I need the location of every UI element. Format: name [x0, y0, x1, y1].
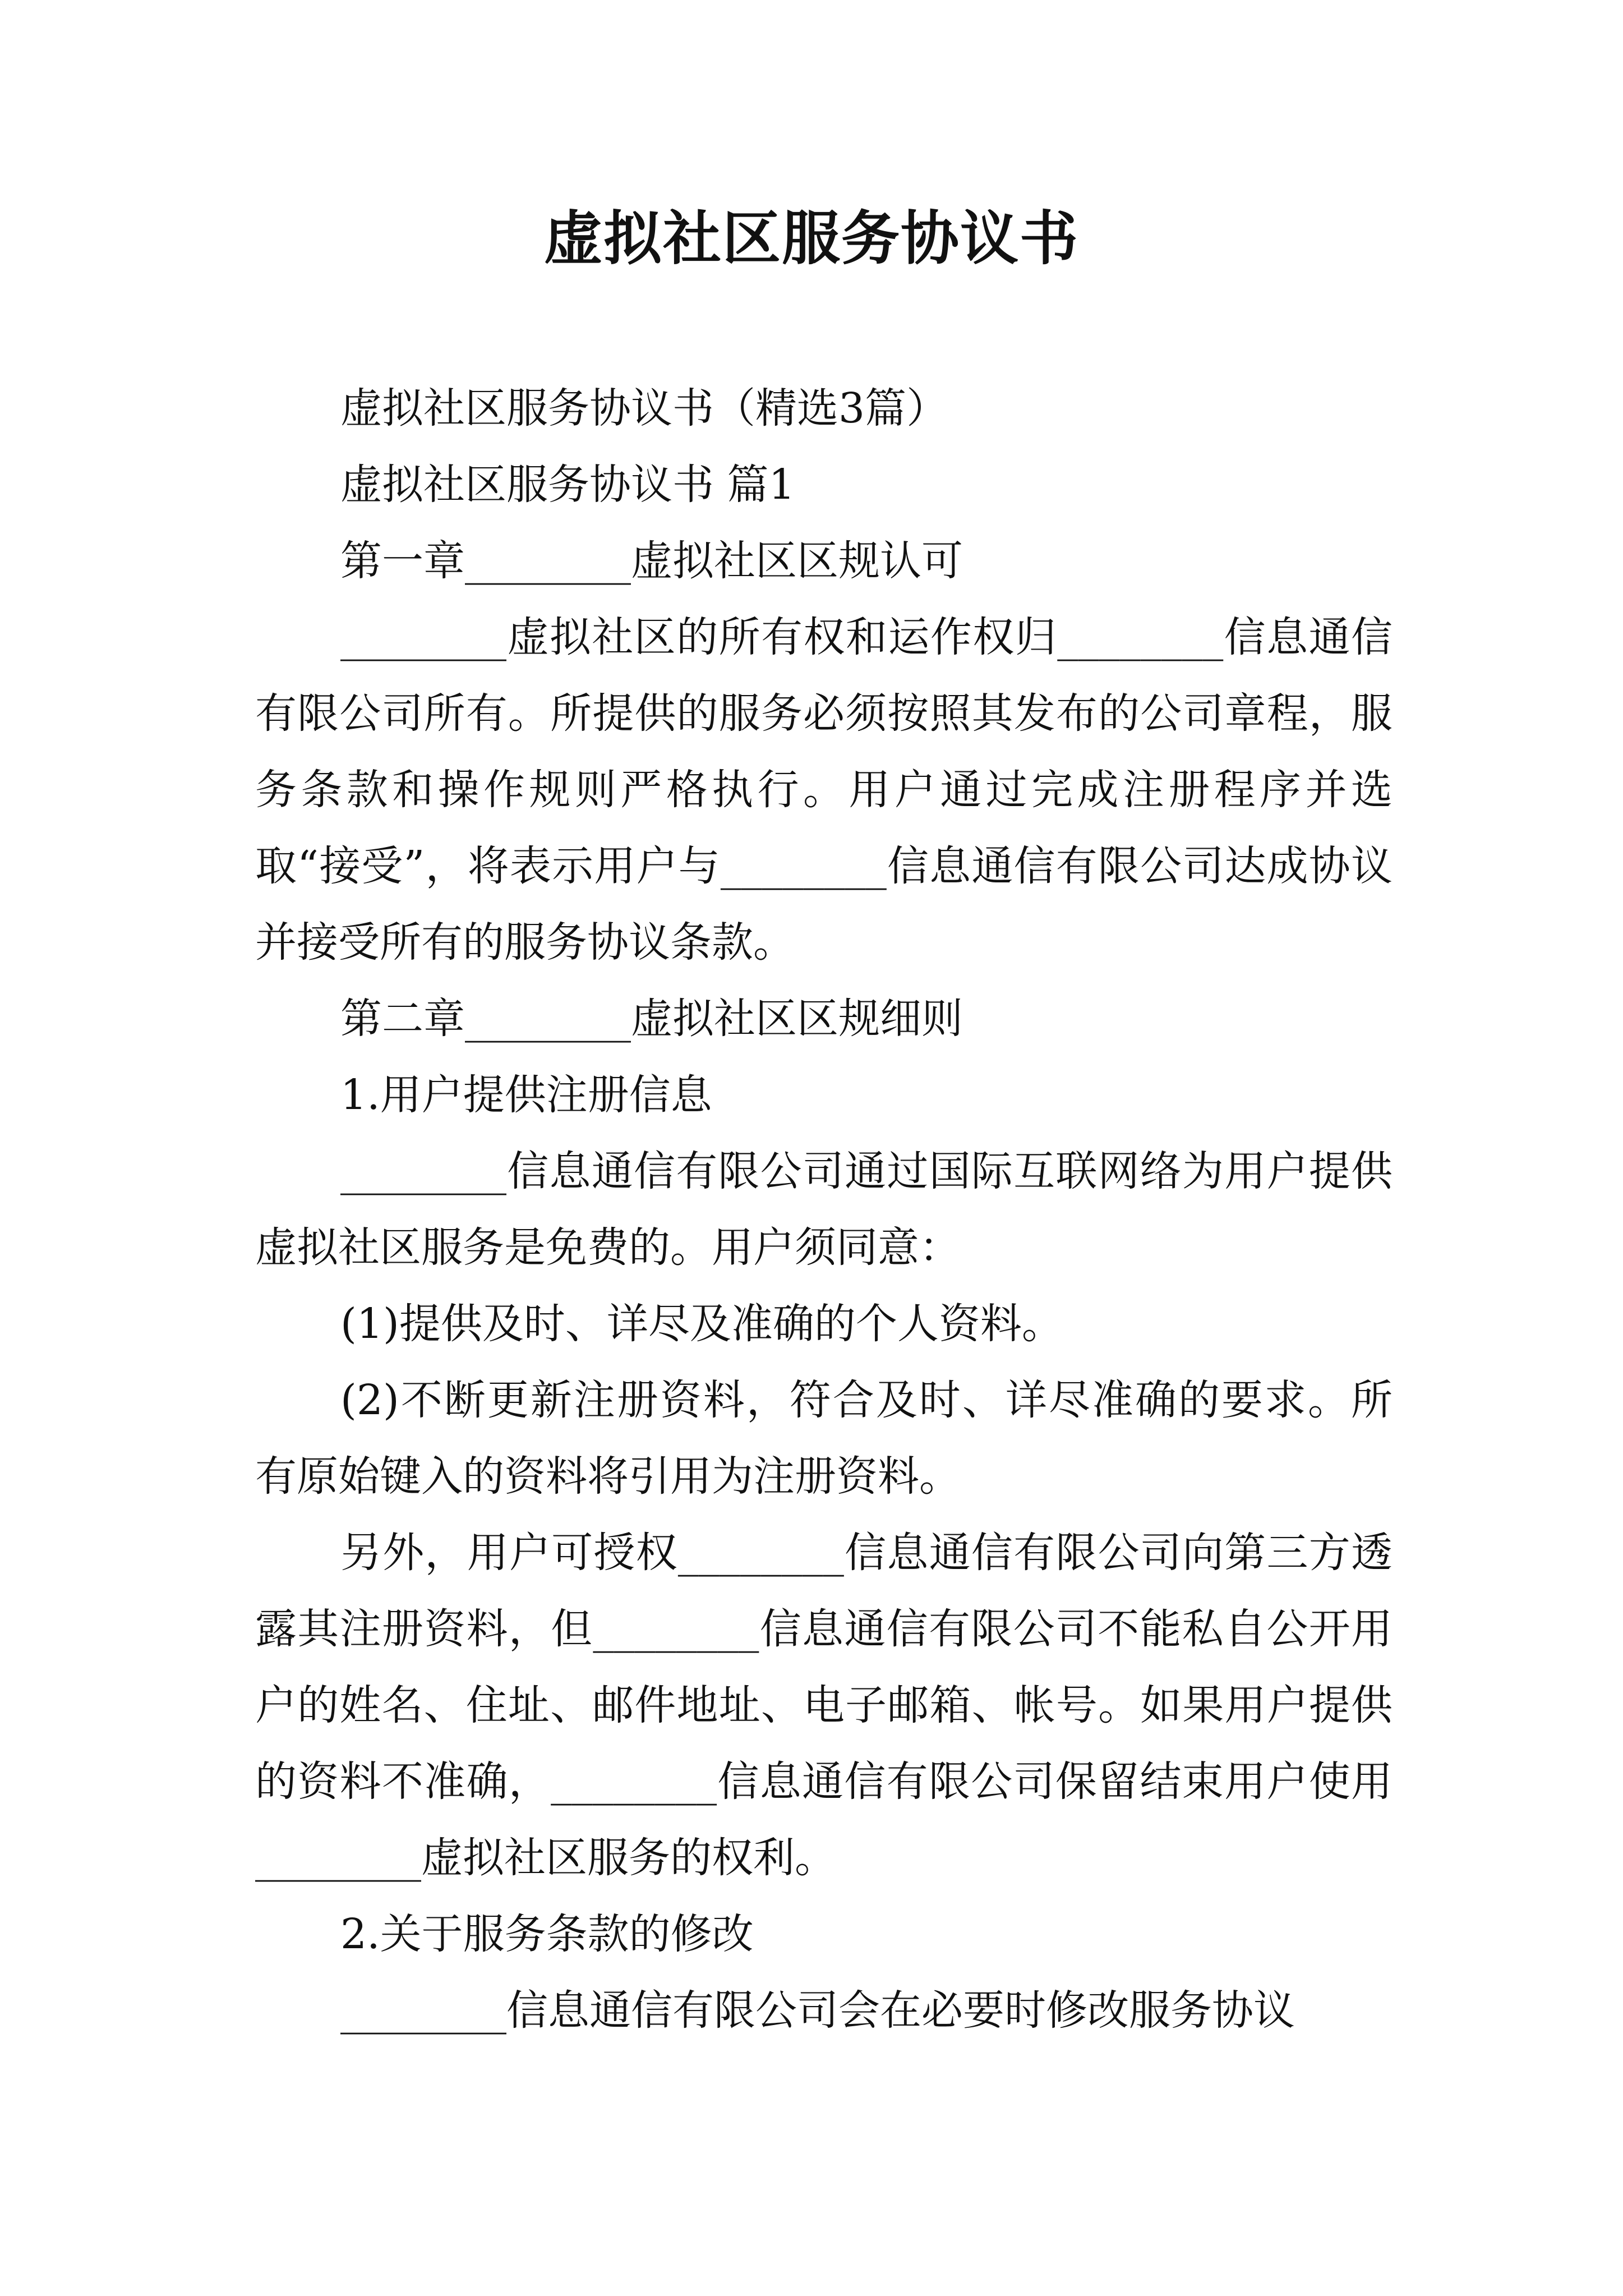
paragraph-disclosure-clause: 另外，用户可授权________信息通信有限公司向第三方透露其注册资料，但________信息通信有限公司不能私自公开用户的姓名、住址、邮件地址、电子邮箱、帐号。如果用户提供的资料不准确，________信息通信有限公司保留结束用户使用________虚拟社区服务的权利。 — [255, 1529, 1393, 1882]
document-body — [255, 370, 1393, 2049]
paragraph-item-one: (1)提供及时、详尽及准确的个人资料。 — [340, 1300, 1063, 1348]
paragraph-chapter-one-heading: 第一章________虚拟社区区规认可 — [340, 537, 963, 585]
paragraph-chapter-two-heading: 第二章________虚拟社区区规细则 — [340, 995, 963, 1043]
paragraph-section-two-heading: 2.关于服务条款的修改 — [340, 1910, 754, 1958]
paragraph-item-two: (2)不断更新注册资料，符合及时、详尽准确的要求。所有原始键入的资料将引用为注册资料。 — [255, 1376, 1393, 1501]
paragraph-section-one-heading: 1.用户提供注册信息 — [340, 1071, 712, 1119]
document-title: 虚拟社区服务协议书 — [543, 204, 1079, 273]
paragraph-ownership-clause: ________虚拟社区的所有权和运作权归________信息通信有限公司所有。所提供的服务必须按照其发布的公司章程，服务条款和操作规则严格执行。用户通过完成注册程序并选取“接受”，将表示用户与________信息通信有限公司达成协议并接受所有的服务协议条款。 — [255, 613, 1393, 967]
paragraph-modification-clause: ________信息通信有限公司会在必要时修改服务协议 — [340, 1986, 1295, 2035]
paragraph-free-service-clause: ________信息通信有限公司通过国际互联网络为用户提供虚拟社区服务是免费的。用户须同意： — [255, 1147, 1393, 1272]
paragraph-collection-title: 虚拟社区服务协议书（精选3篇） — [340, 384, 948, 432]
paragraph-article-heading: 虚拟社区服务协议书 篇1 — [340, 461, 795, 509]
